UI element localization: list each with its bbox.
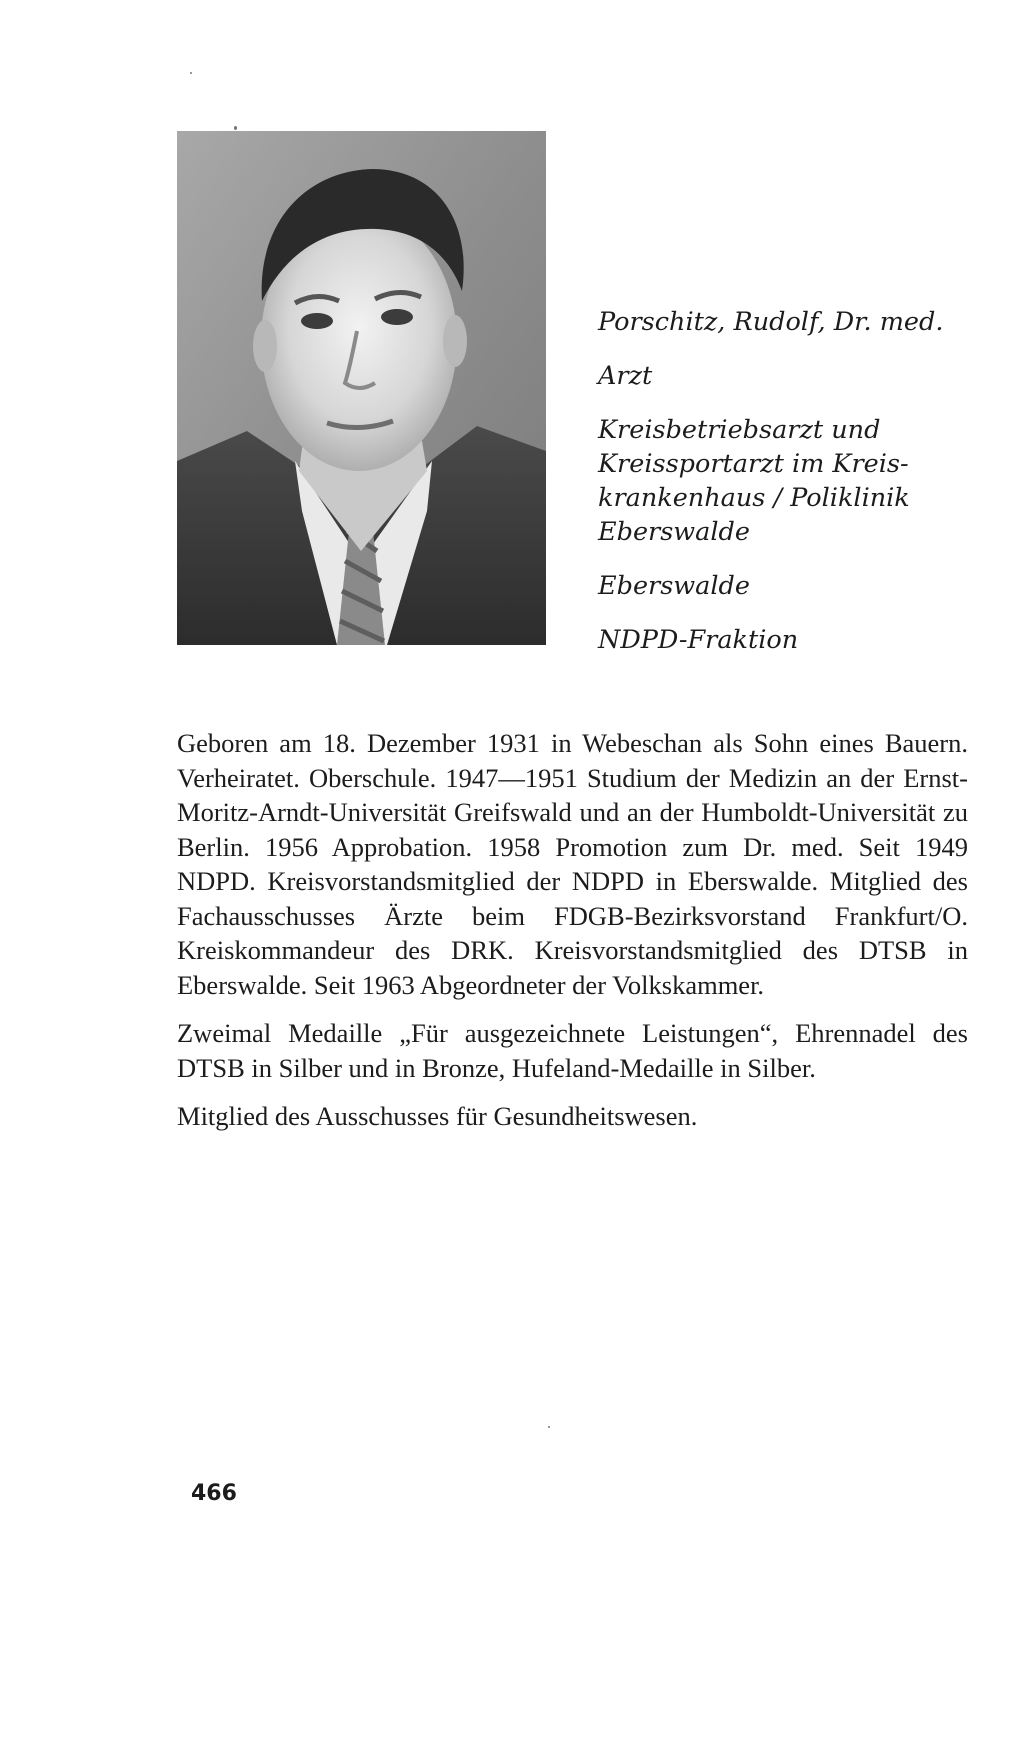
person-profession: Arzt — [598, 361, 653, 391]
person-place: Eberswalde — [598, 571, 750, 601]
print-speck — [190, 72, 192, 74]
biography-paragraph: Geboren am 18. Dezember 1931 in Webeschan als Sohn eines Bauern. Verheiratet. Oberschule. 1947—1951 Studium der Medizin an der Ernst-Moritz-Arndt-Universität Greifswald und an der Humboldt-Universität zu Berlin. 1956 Approbation. 1958 Promotion zum Dr. med. Seit 1949 NDPD. Kreisvorstandsmitglied der NDPD in Eberswalde. Mitglied des Fachausschusses Ärzte beim FDGB-Bezirksvorstand Frankfurt/O. Kreiskommandeur des DRK. Kreisvorstandsmitglied des DTSB in Eberswalde. Seit 1963 Abgeordneter der Volkskammer. — [177, 728, 968, 1000]
biography — [177, 726, 968, 1148]
page-number: 466 — [191, 1481, 237, 1506]
portrait-photo-icon — [177, 131, 546, 645]
print-speck — [234, 126, 237, 130]
portrait-photo — [177, 131, 546, 645]
person-faction: NDPD-Fraktion — [598, 625, 799, 655]
biography-paragraph: Zweimal Medaille „Für ausgezeichnete Leistungen“, Ehrennadel des DTSB in Silber und in Bronze, Hufeland-Medaille in Silber. — [177, 1018, 968, 1083]
person-position: Kreisbetriebsarzt und Kreissportarzt im Kreiskrankenhaus / Poliklinik Eberswalde — [598, 415, 910, 547]
person-name: Porschitz, Rudolf, Dr. med. — [598, 307, 944, 337]
person-caption — [598, 305, 978, 677]
biography-paragraph: Mitglied des Ausschusses für Gesundheitswesen. — [177, 1101, 698, 1131]
print-speck — [548, 1426, 550, 1428]
